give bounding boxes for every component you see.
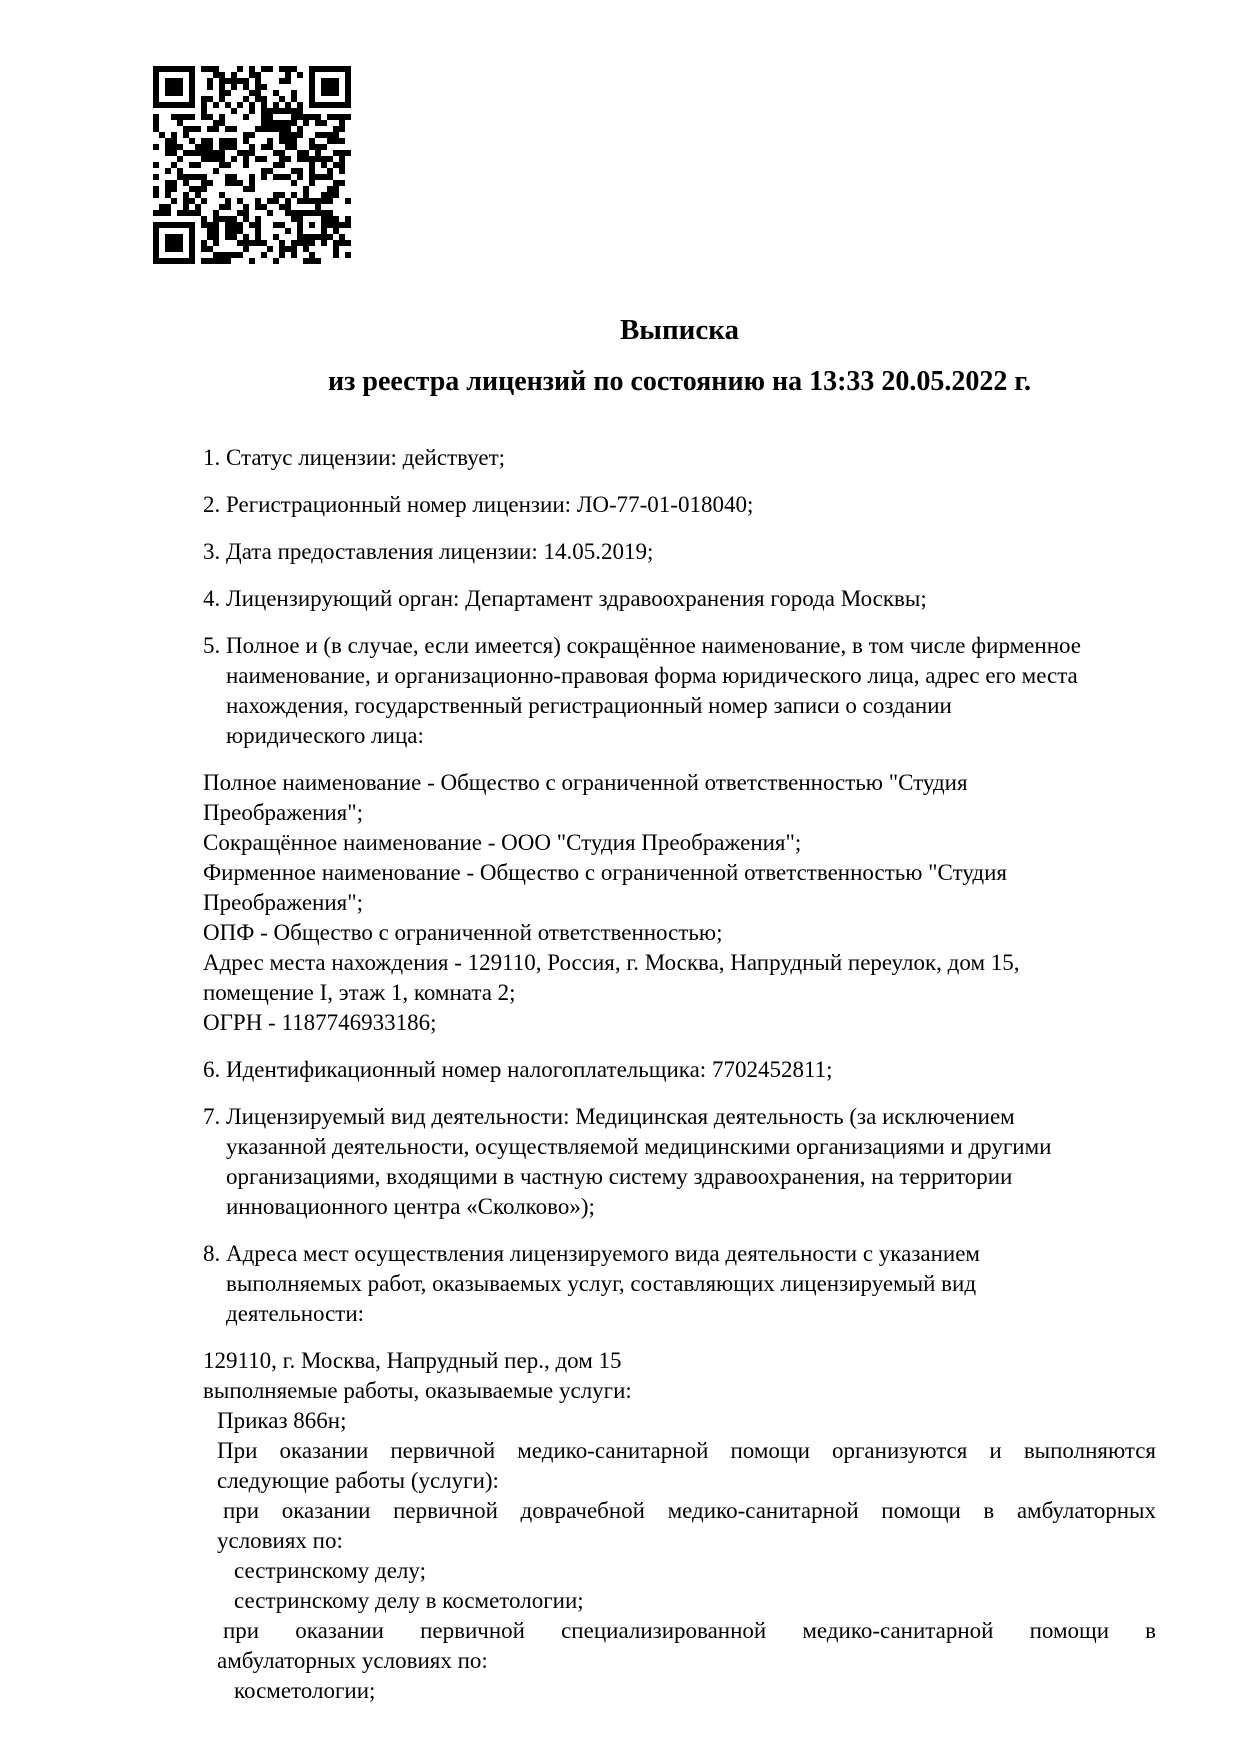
document-line: при оказании первичной специализированной медико-санитарной помощи в — [223, 1618, 1156, 1643]
document-line: амбулаторных условиях по: — [217, 1648, 488, 1673]
document-line: юридического лица: — [226, 723, 424, 748]
document-line: помещение I, этаж 1, комната 2; — [203, 980, 516, 1005]
document-line: следующие работы (услуги): — [217, 1468, 499, 1493]
document-line: организациями, входящими в частную систему здравоохранения, на территории — [226, 1164, 1013, 1189]
document-line: ОГРН - 1187746933186; — [203, 1010, 437, 1035]
document-line: Сокращённое наименование - ООО "Студия Преображения"; — [203, 830, 802, 855]
document-line: Преображения"; — [203, 890, 364, 915]
document-line: Адрес места нахождения - 129110, Россия, г. Москва, Напрудный переулок, дом 15, — [203, 950, 1020, 975]
document-line: 6. Идентификационный номер налогоплательщика: 7702452811; — [203, 1057, 833, 1082]
document-line: Полное наименование - Общество с ограниченной ответственностью "Студия — [203, 770, 968, 795]
document-line: При оказании первичной медико-санитарной помощи организуются и выполняются — [217, 1438, 1156, 1463]
document-line: наименование, и организационно-правовая форма юридического лица, адрес его места — [226, 663, 1078, 688]
qr-code-icon — [153, 66, 351, 264]
document-line: 3. Дата предоставления лицензии: 14.05.2019; — [203, 539, 654, 564]
document-line: выполняемых работ, оказываемых услуг, составляющих лицензируемый вид — [226, 1271, 977, 1296]
document-line: выполняемые работы, оказываемые услуги: — [203, 1378, 632, 1403]
document-line: Приказ 866н; — [217, 1408, 347, 1433]
document-content — [203, 316, 1156, 1706]
document-line: 8. Адреса мест осуществления лицензируемого вида деятельности с указанием — [203, 1241, 980, 1266]
document-line: Фирменное наименование - Общество с ограниченной ответственностью "Студия — [203, 860, 1007, 885]
document-line: 7. Лицензируемый вид деятельности: Медицинская деятельность (за исключением — [203, 1104, 1015, 1129]
document-line: 5. Полное и (в случае, если имеется) сокращённое наименование, в том числе фирменное — [203, 633, 1081, 658]
document-line: 2. Регистрационный номер лицензии: ЛО-77-01-018040; — [203, 492, 754, 517]
document-line: инновационного центра «Сколково»); — [226, 1194, 595, 1219]
document-line: указанной деятельности, осуществляемой медицинскими организациями и другими — [226, 1134, 1052, 1159]
document-body — [203, 443, 1156, 1706]
document-line: сестринскому делу; — [234, 1558, 426, 1583]
document-line: 129110, г. Москва, Напрудный пер., дом 15 — [203, 1348, 622, 1373]
document-line: при оказании первичной доврачебной медико-санитарной помощи в амбулаторных — [223, 1498, 1156, 1523]
document-line: ОПФ - Общество с ограниченной ответственностью; — [203, 920, 723, 945]
document-subtitle: из реестра лицензий по состоянию на 13:33 20.05.2022 г. — [328, 366, 1031, 397]
document-line: косметологии; — [234, 1678, 376, 1703]
document-title: Выписка — [619, 314, 740, 346]
document-line: 1. Статус лицензии: действует; — [203, 445, 506, 470]
document-line: сестринскому делу в косметологии; — [234, 1588, 584, 1613]
document-line: нахождения, государственный регистрационный номер записи о создании — [226, 693, 952, 718]
document-line: условиях по: — [217, 1528, 343, 1553]
document-line: Преображения"; — [203, 800, 364, 825]
document-line: деятельности: — [226, 1301, 365, 1326]
document-line: 4. Лицензирующий орган: Департамент здравоохранения города Москвы; — [203, 586, 927, 611]
